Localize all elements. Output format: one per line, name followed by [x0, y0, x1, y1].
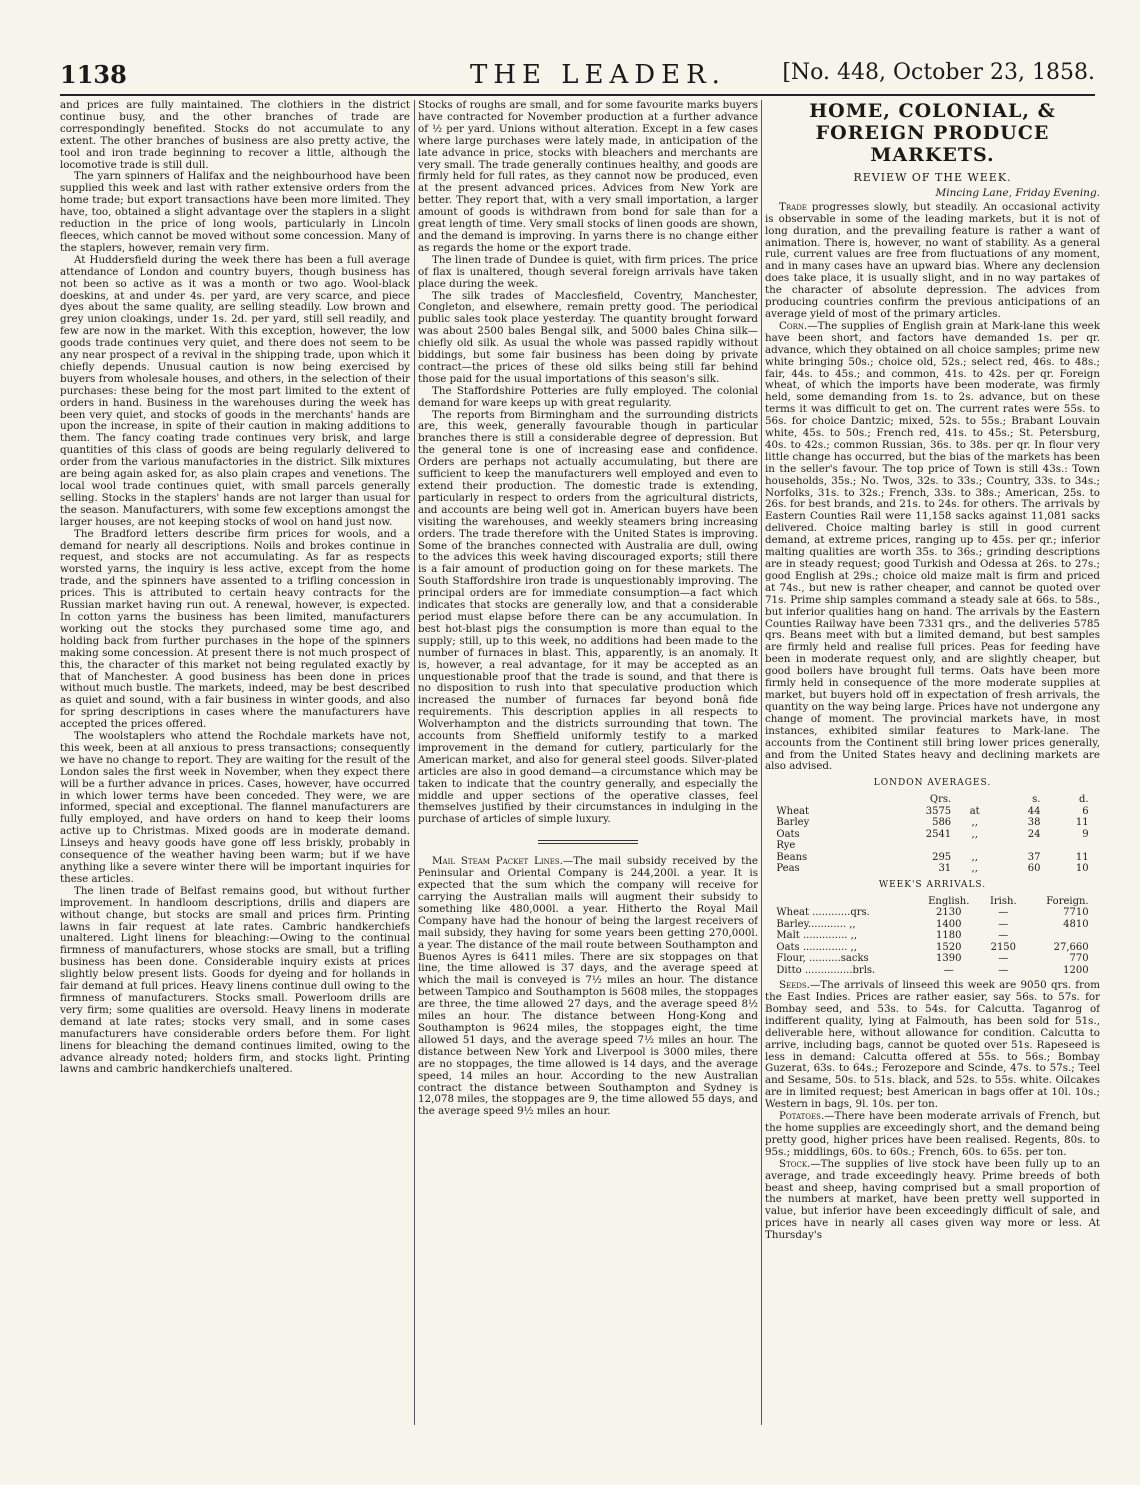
- table-cell: Oats: [776, 828, 800, 840]
- table-cell: ,,: [971, 863, 978, 875]
- table-row: [773, 942, 1091, 954]
- table-cell: 2150: [990, 941, 1017, 953]
- table-cell: 9: [1082, 828, 1089, 840]
- table-cell: 2130: [936, 907, 962, 919]
- table-cell: [954, 840, 995, 852]
- markets-heading: HOME, COLONIAL, & FOREIGN PRODUCE MARKETS.: [809, 100, 1056, 166]
- table-row: [773, 907, 1091, 919]
- paragraph: The woolstaplers who attend the Rochdale markets have not, this week, been at all anxious to press transactions; consequently we have no change to report. They are waiting for the result of the London sales the first week in November, when they expect there will be a further advance in prices. Cases, however, have occurred in which lower terms have been conceded. They were, we are informed, special and exceptional. The flannel manufacturers are fully employed, and have orders on hand to keep their looms active up to Christmas. Mixed goods are in moderate demand. Linseys and heavy goods have gone off less briskly, probably in consequence of the weather having been warm; but if we have anything like a severe winter there will be important inquiries for these articles.: [60, 730, 410, 885]
- table-cell: Rye: [776, 840, 796, 852]
- page-number: 1138: [60, 60, 127, 89]
- column-1: [60, 100, 410, 1422]
- table-header-row: [773, 896, 1091, 908]
- table-cell: [995, 840, 1043, 852]
- table-row: [773, 829, 1091, 841]
- table-cell: Ditto ...............brls.: [776, 964, 876, 976]
- table-cell: ,,: [971, 817, 978, 829]
- table-cell: 11: [1075, 817, 1089, 829]
- paragraph: [765, 1111, 1100, 1159]
- table-row: [773, 806, 1091, 818]
- paragraph: [765, 202, 1100, 321]
- table-cell: Foreign.: [1046, 895, 1089, 907]
- paragraph: The linen trade of Belfast remains good, but without further improvement. In handloom descriptions, drills and diapers are without change, but stocks are small and prices firm. Printing lawns in fair request at late rates. Cambric handkerchiefs unaltered. Light linens for bleaching:—Owing to the continual firmness of manufacturers, whose stocks are small, but a trifling business has been done. Considerable inquiry exists at prices slightly below present lists. Goods for dyeing and for hollands in fair demand at full prices. Heavy linens continue dull owing to the firmness of manufacturers. Stocks small. Powerloom drills are very firm; some qualities are oversold. Heavy linens in moderate demand at late rates; stocks very small, and in some cases manufacturers have considerable orders before them. For light linens for bleaching the demand continues limited, owing to the advance already noted; holders firm, and stocks light. Printing lawns and cambric handkerchiefs unaltered.: [60, 884, 410, 1076]
- newspaper-title: THE LEADER.: [470, 60, 726, 90]
- table-header-row: [773, 794, 1091, 806]
- table-cell: 27,660: [1053, 941, 1089, 953]
- table-cell: Malt .............. ,,: [776, 930, 858, 942]
- table-cell: 60: [1027, 863, 1041, 875]
- table-cell: 1520: [936, 941, 962, 953]
- table-row: [773, 953, 1091, 965]
- paragraph: The reports from Birmingham and the surrounding districts are, this week, generally favourable though in particular branches there is still a considerable degree of depression. But the general tone is one of increasing ease and confidence. Orders are perhaps not actually accumulating, but there are sufficient to keep the manufacturers well employed and even to extend their production. The domestic trade is extending, particularly in respect to orders from the agricultural districts, and accounts are being well got in. American buyers have been visiting the warehouses, and weekly steamers bring increasing orders. The trade therefore with the United States is improving. Some of the branches connected with Australia are dull, owing to the advices this week having discouraged exports; still there is a fair amount of production going on for these markets. The South Staffordshire iron trade is unquestionably improving. The principal orders are for immediate consumption—a fact which indicates that stocks are generally low, and that a considerable period must elapse before there can be any accumulation. In best hot-blast pigs the consumption is more than equal to the supply; still, up to this week, no additions had been made to the number of furnaces in blast. This, apparently, is an anomaly. It is, however, a real advantage, for it may be accepted as an unquestionable proof that the trade is sound, and that there is no disposition to rush into that speculative production which increased the number of furnaces far beyond bonâ fide requirements. This description applies in all respects to Wolverhampton and the districts surrounding that town. The accounts from Sheffield uniformly testify to a marked improvement in the demand for cutlery, particularly for the American market, and also for general steel goods. Silver-plated articles are also in good demand—a circumstance which may be taken to indicate that the country generally, and especially the middle and upper sections of the operative classes, feel themselves justified by their circumstances in indulging in the purchase of articles of simple luxury.: [418, 408, 758, 826]
- para-lead: Potatoes.: [779, 1110, 825, 1123]
- table-cell: [1043, 840, 1091, 852]
- table-cell: 586: [932, 817, 952, 829]
- table-cell: 31: [938, 863, 952, 875]
- table-cell: 770: [1069, 953, 1089, 965]
- table-cell: 1400: [936, 918, 962, 930]
- issue-line: [No. 448, October 23, 1858.: [782, 60, 1095, 85]
- paragraph: The silk trades of Macclesfield, Coventry, Manchester, Congleton, and elsewhere, remain pretty good. The periodical public sales took place yesterday. The quantity brought forward was about 2500 bales Bengal silk, and 5000 bales China silk—chiefly old silk. As usual the whole was passed rapidly without biddings, but some fair business has been doing by private contract—the prices of these old silks being still far behind those paid for the usual importations of this season's silk.: [418, 289, 758, 385]
- table-cell: 11: [1075, 851, 1089, 863]
- column-divider: [414, 100, 415, 1425]
- table-cell: Oats .............. ,,: [776, 941, 857, 953]
- paragraph: [765, 980, 1100, 1111]
- averages-caption: LONDON AVERAGES.: [873, 778, 992, 789]
- paragraph: The linen trade of Dundee is quiet, with firm prices. The price of flax is unaltered, though several foreign arrivals have taken place during the week.: [418, 253, 758, 290]
- para-lead: Corn.: [779, 319, 808, 332]
- table-cell: Wheat ............qrs.: [776, 907, 870, 919]
- table-cell: Beans: [776, 851, 808, 863]
- table-cell: Qrs.: [929, 794, 952, 806]
- table-cell: ,,: [971, 851, 978, 863]
- paragraph: The yarn spinners of Halifax and the neighbourhood have been supplied this week and last with rather extensive orders from the home trade; but export transactions have been more limited. They have, too, obtained a slight advantage over the staplers in a slight reduction in the price of long wools, particularly in Lincoln fleeces, which cannot be moved without some concession. Many of the staplers, however, remain very firm.: [60, 170, 410, 254]
- table-cell: [954, 794, 995, 806]
- table-cell: 1390: [936, 953, 962, 965]
- table-cell: —: [998, 907, 1009, 919]
- para-lead: Seeds.: [779, 979, 810, 992]
- table-cell: [773, 896, 916, 908]
- header-rule: [60, 94, 1095, 96]
- table-cell: —: [998, 953, 1009, 965]
- table-row: [773, 840, 1091, 852]
- table-cell: ,,: [971, 828, 978, 840]
- table-cell: 6: [1082, 805, 1089, 817]
- table-cell: Barley: [776, 817, 810, 829]
- table-row: [773, 965, 1091, 977]
- table-row: [773, 863, 1091, 875]
- table-cell: 10: [1075, 863, 1089, 875]
- table-cell: Barley............ ,,: [776, 918, 856, 930]
- table-cell: 4810: [1063, 918, 1089, 930]
- para-text: —The arrivals of linseed this week are 9050 qrs. from the East Indies. Prices are rather easier, say 56s. to 57s. for Bombay seed, and 53s. to 54s. for Calcutta. Taganrog of indifferent quality, lying at Falmouth, has been sold for 51s., deliverable here, without allowance for condition. Calcutta to arrive, including bags, cannot be quoted over 51s. Rapeseed is less in demand: Calcutta offered at 55s. to 56s.; Bombay Guzerat, 63s. to 64s.; Ferozepore and Scinde, 47s. to 57s.; Teel and Sesame, 50s. to 51s. black, and 52s. to 55s. white. Oilcakes are in limited request; best American in bags offer at 10l. 10s.; Western in bags, 9l. 10s. per ton.: [765, 979, 1100, 1111]
- table-cell: 44: [1027, 805, 1041, 817]
- table-row: [773, 919, 1091, 931]
- review-subheading: REVIEW OF THE WEEK.: [853, 171, 1012, 184]
- dateline: Mincing Lane, Friday Evening.: [935, 186, 1100, 199]
- table-cell: 37: [1027, 851, 1041, 863]
- table-cell: 24: [1027, 828, 1041, 840]
- table-cell: English.: [928, 895, 970, 907]
- table-cell: —: [943, 964, 954, 976]
- paragraph: The Bradford letters describe firm prices for wools, and a demand for nearly all descriptions. Noils and brokes continue in request, and stocks are not accumulating. As far as respects worsted yarns, the inquiry is less active, except from the home trade, and the spinners have assented to a trifling concession in prices. This is attributed to certain heavy contracts for the Russian market having run out. A renewal, however, is expected. In cotton yarns the business has been limited, manufacturers working out the stocks they purchased some time ago, and holding back from further purchases in the hope of the spinners making some concession. At present there is not much prospect of this, the character of this market not being regulated exactly by that of Manchester. A good business has been done in prices without much bustle. The markets, indeed, may be best described as quiet and sound, with a fair business in winter goods, and also for spring descriptions in cases where the manufacturers have accepted the prices offered.: [60, 527, 410, 731]
- table-cell: 38: [1027, 817, 1041, 829]
- table-cell: —: [998, 930, 1009, 942]
- table-cell: Peas: [776, 863, 800, 875]
- table-cell: d.: [1079, 794, 1089, 806]
- para-lead: Trade: [779, 200, 807, 213]
- table-row: [773, 930, 1091, 942]
- table-cell: —: [998, 918, 1009, 930]
- arrivals-table: [773, 896, 1091, 977]
- table-cell: 1180: [936, 930, 962, 942]
- table-cell: at: [969, 805, 980, 817]
- mail-heading: Mail Steam Packet Lines.: [432, 855, 563, 868]
- table-row: [773, 817, 1091, 829]
- table-cell: Irish.: [989, 895, 1017, 907]
- table-cell: 1200: [1063, 964, 1089, 976]
- section-separator: [538, 840, 638, 844]
- arrivals-caption: WEEK'S ARRIVALS.: [878, 879, 987, 890]
- paragraph: At Huddersfield during the week there has been a full average attendance of London and country buyers, though business has not been so active as it was a month or two ago. Wool-black doeskins, at and under 4s. per yard, are very scarce, and piece dyes about the same quality, are selling steadily. Low brown and grey union cloakings, under 1s. 2d. per yard, still sell readily, and few are now in the market. With this exception, however, the low goods trade continues very quiet, and there does not seem to be any near prospect of a revival in the shipping trade, upon which it chiefly depends. Unusual caution is now being exercised by buyers from wholesale houses, and others, in the selection of their purchases: these being for the most part limited to the extent of orders in hand. Business in the warehouses during the week has been very quiet, and stocks of goods in the merchants' hands are upon the increase, in spite of their caution in making additions to them. The fancy coating trade continues very brisk, and large quantities of this class of goods are being regularly delivered to order from the various manufactories in the district. Silk mixtures are being again asked for, as also plain crapes and venetions. The local wool trade continues quiet, with small parcels generally selling. Stocks in the staplers' hands are not larger than usual for the season. Manufacturers, with some few exceptions amongst the larger houses, are not keeping stocks of wool on hand just now.: [60, 253, 410, 528]
- table-cell: 295: [932, 851, 952, 863]
- table-cell: [1026, 930, 1092, 942]
- para-text: progresses slowly, but steadily. An occasional activity is observable in some of the leading markets, but it is not of long duration, and the prevailing feature is rather a want of animation. There is, however, no want of stability. As a general rule, current values are free from fluctuations of any moment, and in many cases have an upward bias. Where any declension does take place, it is usually slight, and in no way partakes of the character of absolute depression. The advices from producing countries confirm the previous anticipations of an average yield of most of the primary articles.: [765, 200, 1100, 320]
- paragraph: [765, 321, 1100, 773]
- para-text: —There have been moderate arrivals of French, but the home supplies are exceedingly short, and the demand being pretty good, higher prices have been realised. Regents, 80s. to 95s.; middlings, 60s. to 60s.; French, 60s. to 65s. per ton.: [765, 1110, 1100, 1158]
- column-divider: [761, 100, 762, 1425]
- table-cell: Flour, ..........sacks: [776, 953, 869, 965]
- averages-table: [773, 794, 1091, 875]
- table-cell: [773, 794, 873, 806]
- para-lead: Stock.: [779, 1157, 811, 1170]
- table-cell: 7710: [1063, 907, 1089, 919]
- table-cell: [873, 840, 954, 852]
- table-cell: Wheat: [776, 805, 809, 817]
- column-2: [418, 100, 758, 1422]
- para-text: —The supplies of English grain at Mark-lane this week have been short, and factors have demanded 1s. per qr. advance, which they obtained on all choice samples; prime new white bringing 50s.; choice old, 52s.; select red, 46s. to 48s.; fair, 44s. to 45s.; and common, 41s. to 42s. per qr. Foreign wheat, of which the imports have been moderate, was firmly held, some demanding from 1s. to 2s. advance, but on these terms it was difficult to get on. The current rates were 55s. to 56s. for choice Dantzic; mixed, 52s. to 55s.; Brabant Louvain white, 45s. to 50s.; French red, 41s. to 45s.; St. Petersburg, 40s. to 42s.; common Russian, 36s. to 38s. per qr. In flour very little change has occurred, but the bias of the markets has been in the seller's favour. The top price of Town is still 43s.: Town households, 35s.; No. Twos, 32s. to 33s.; Country, 33s. to 34s.; Norfolks, 31s. to 32s.; French, 33s. to 38s.; American, 25s. to 26s. for best brands, and 21s. to 24s. for others. The arrivals by Eastern Counties Rail were 11,158 sacks against 11,081 sacks delivered. Choice malting barley is still in good current demand, at extreme prices, ranging up to 45s. per qr.; inferior malting qualities are worth 35s. to 36s.; grinding descriptions are in steady request; good Turkish and Odessa at 26s. to 27s.; good English at 29s.; choice old maize malt is firm and priced at 74s., but new is rather cheaper, and cannot be quoted over 71s. Prime ship samples command a steady sale at 66s. to 58s., but inferior qualities hang on hand. The arrivals by the Eastern Counties Railway have been 7331 qrs., and the deliveries 5785 qrs. Beans meet with but a limited demand, but best samples are firmly held and realise full prices. Peas for feeding have been in moderate request only, and are slightly cheaper, but good boilers have brought full terms. Oats have been more firmly held in consequence of the more moderate supplies at market, but buyers hold off in expectation of fresh arrivals, the quantity on the way being large. Prices have not undergone any change of moment. The provincial markets have, in most instances, exhibited similar features to Mark-lane. The accounts from the Continent still bring lower prices generally, and from the United States heavy and declining markets are also advised.: [765, 319, 1100, 773]
- table-cell: 2541: [925, 828, 952, 840]
- masthead: [60, 60, 1095, 96]
- paragraph: [765, 1159, 1100, 1242]
- mail-text: —The mail subsidy received by the Peninsular and Oriental Company is 244,200l. a year. It is expected that the sum which the company will receive for carrying the Australian mails will augment their subsidy to something like 480,000l. a year. Hitherto the Royal Mail Company have had the honour of being the largest receivers of mail subsidy, they having for some years been getting 270,000l. a year. The distance of the mail route between Southampton and Buenos Ayres is 6411 miles. There are six stoppages on that line, the time allowed is 37 days, and the average speed at which the mail is conveyed is 7½ miles an hour. The distance between Tampico and Southampton is 5608 miles, the stoppages are three, the time allowed 27 days, and the average speed 8½ miles an hour. The distance between Hong-Kong and Southampton is 9624 miles, the stoppages eight, the time allowed 51 days, and the average speed 7½ miles an hour. The distance between New York and Liverpool is 3000 miles, there are no stoppages, the time allowed is 14 days, and the average speed, 14 miles an hour. According to the new Australian contract the distance between Southampton and Sydney is 12,078 miles, the stoppages are 9, the time allowed 55 days, and the average speed 9½ miles an hour.: [418, 855, 758, 1118]
- paragraph: Stocks of roughs are small, and for some favourite marks buyers have contracted for November production at a further advance of ½ per yard. Unions without alteration. Except in a few cases where large purchases were lately made, in anticipation of the late advance in price, stocks with bleachers and merchants are very small. The trade generally continues healthy, and goods are firmly held for full rates, as they cannot now be produced, even at the present advanced prices. Advices from New York are better. They report that, with a very small importation, a larger amount of goods is withdrawn from bond for sale than for a great length of time. Very small stocks of linen goods are shown, and the demand is improving. In yarns there is no change either as regards the home or the export trade.: [418, 100, 758, 254]
- paragraph: and prices are fully maintained. The clothiers in the district continue busy, and the other branches of trade are correspondingly benefited. Stocks do not accumulate to any extent. The other branches of business are also pretty active, the tool and iron trade beginning to recover a little, although the locomotive trade is still dull.: [60, 100, 410, 171]
- table-cell: —: [998, 964, 1009, 976]
- mail-paragraph: [418, 856, 758, 1118]
- table-cell: s.: [1032, 794, 1041, 806]
- table-cell: 3575: [925, 805, 952, 817]
- paragraph: The Staffordshire Potteries are fully employed. The colonial demand for ware keeps up with great regularity.: [418, 384, 758, 409]
- para-text: —The supplies of live stock have been fully up to an average, and trade exceedingly heavy. Prime breeds of both beast and sheep, having comprised but a small proportion of the numbers at market, have been pretty well supported in value, but inferior have been exceedingly difficult of sale, and prices have in nearly all cases given way more or less. At Thursday's: [765, 1157, 1100, 1242]
- table-row: [773, 852, 1091, 864]
- column-3: [765, 100, 1100, 1422]
